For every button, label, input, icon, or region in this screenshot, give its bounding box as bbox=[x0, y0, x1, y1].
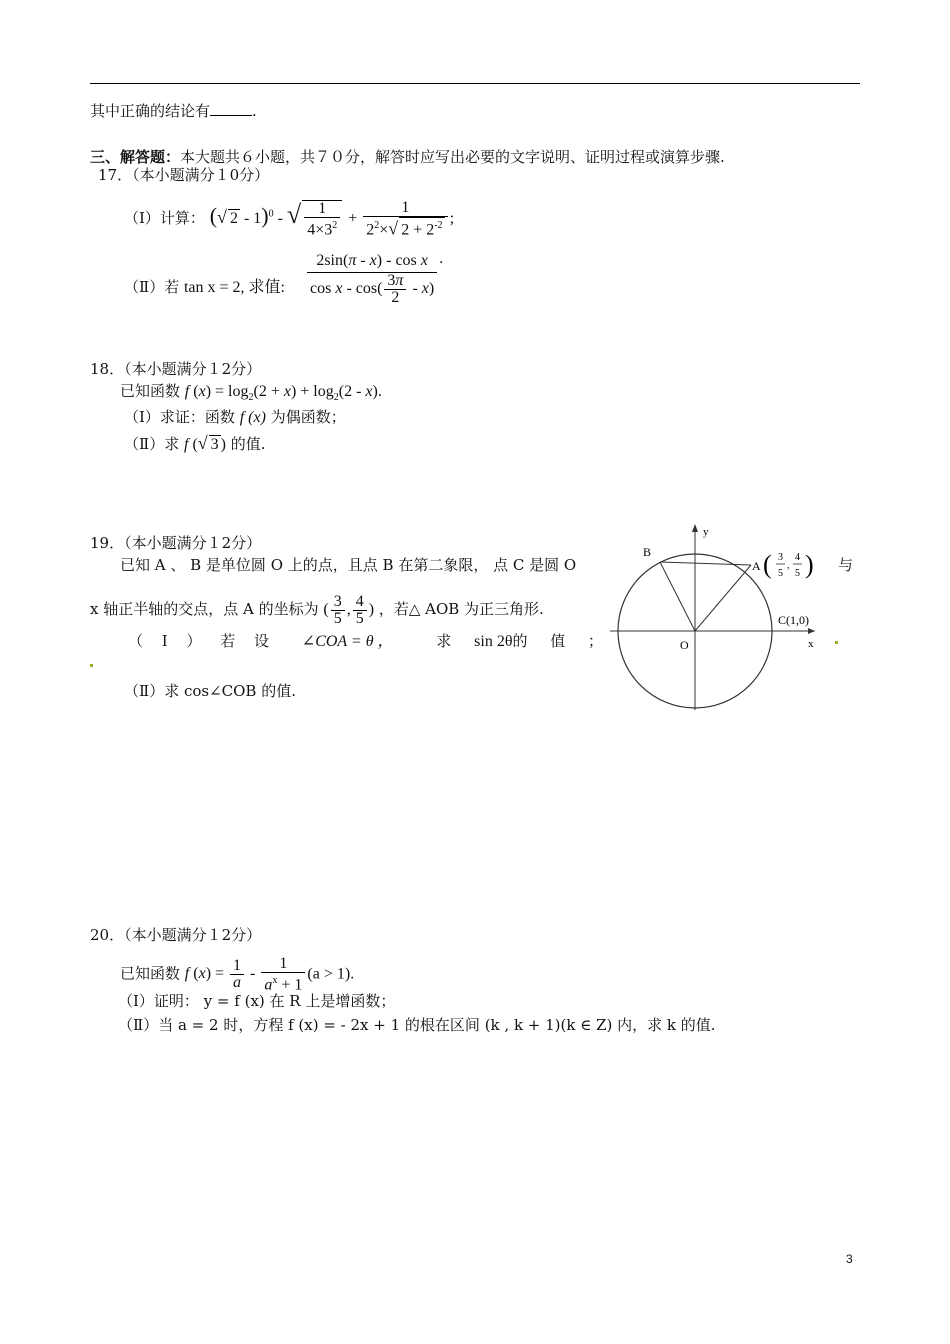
q17-part2 bbox=[124, 278, 285, 297]
a-num2: 4 bbox=[795, 552, 800, 563]
a-num1: 3 bbox=[778, 552, 783, 563]
q19-p1-a: （ Ⅰ ） 若 设 bbox=[128, 632, 269, 650]
section-3-heading bbox=[90, 148, 725, 166]
a-comma: , bbox=[787, 560, 790, 571]
a-den1: 5 bbox=[778, 568, 783, 579]
q19-p1-d: sin 2θ bbox=[474, 633, 513, 650]
label-o: O bbox=[680, 638, 689, 652]
q19-part2: （Ⅱ）求 cos∠COB 的值. bbox=[124, 682, 296, 700]
q20-line1-post: (a > 1). bbox=[307, 965, 355, 983]
q18-p2-post: 的值. bbox=[230, 435, 266, 453]
segment-ob bbox=[660, 562, 695, 631]
q20-line1 bbox=[120, 956, 354, 993]
q17-p2-condition: tan x = 2, 求值: bbox=[183, 279, 286, 296]
page-number: 3 bbox=[846, 1252, 853, 1266]
prev-answer-line bbox=[90, 102, 257, 120]
answer-blank bbox=[210, 115, 252, 116]
stray-mark bbox=[90, 664, 93, 667]
q20-line1-pre: 已知函数 bbox=[120, 964, 181, 983]
header-rule bbox=[90, 83, 860, 84]
unit-circle-figure bbox=[605, 518, 825, 710]
segment-oa bbox=[695, 565, 751, 631]
q19-p1-e: 的 值 ； bbox=[512, 632, 604, 650]
q18-part1 bbox=[124, 408, 346, 427]
q20-header: 20．（本小题满分１2分） bbox=[90, 926, 262, 944]
paren-close: ) bbox=[805, 550, 814, 579]
q19-line1-end: 与 bbox=[838, 556, 854, 574]
label-x: x bbox=[808, 638, 814, 650]
label-c: C(1,0) bbox=[778, 613, 809, 627]
stray-mark bbox=[835, 641, 838, 644]
q18-part2 bbox=[124, 434, 266, 454]
q20-part2: （Ⅱ）当 a = 2 时，方程 f (x) = - 2x + 1 的根在区间 (k , k + 1)(k ∈ Z) 内，求 k 的值. bbox=[118, 1016, 716, 1034]
q17-header: 17．（本小题满分１0分） bbox=[98, 166, 270, 184]
q18-function: f $(x) = \log_2(2 + x) + \log_2(2 - x)$. bbox=[184, 383, 382, 404]
label-y: y bbox=[703, 526, 709, 538]
section-title: 三、解答题： bbox=[90, 148, 181, 166]
label-a: A bbox=[752, 559, 761, 573]
q19-line2 bbox=[90, 594, 544, 627]
prev-end: . bbox=[252, 102, 257, 120]
q17-fraction: 2sin(π - x) - cos x cos x - cos( $\frac{3\pi}{2}$ - x) . bbox=[305, 250, 443, 306]
prev-text: 其中正确的结论有 bbox=[90, 102, 211, 120]
q19-part1 bbox=[128, 632, 603, 651]
q19-line2-post: ，若△ AOB 为正三角形. bbox=[378, 600, 544, 619]
q19-line1: 已知 A 、 B 是单位圆 O 上的点，且点 B 在第二象限， 点 C 是圆 O bbox=[120, 556, 577, 574]
q19-p1-c: 求 bbox=[436, 632, 452, 650]
q18-p1-fx: f (x) bbox=[239, 409, 266, 426]
a-den2: 5 bbox=[795, 568, 800, 579]
q17-expression: (√ 2 - 1)$^0$ - √ $\frac{1}{4\times 3^2}$ + $\frac{1}{2^2\times√ 2 + 2^{-2}}$ ; bbox=[209, 199, 455, 239]
q18-p2-expr: f (√ 3 ) bbox=[183, 433, 226, 453]
q18-p1-post: 为偶函数； bbox=[270, 408, 346, 426]
paren-open: ( bbox=[763, 550, 772, 579]
q18-line1-pre: 已知函数 bbox=[120, 382, 181, 400]
q17-part1 bbox=[124, 200, 454, 238]
y-axis-arrow bbox=[692, 524, 698, 532]
q19-point-a: ( $\frac{3}{5}$ , $\frac{4}{5}$ ) bbox=[323, 593, 375, 627]
q18-p1-pre: （Ⅰ）求证：函数 bbox=[124, 408, 235, 426]
segment-ab bbox=[660, 562, 751, 565]
q17-p2-label: （Ⅱ）若 bbox=[124, 278, 180, 296]
q20-function: f (x) = $\frac{1}{a}$ - $\frac{1}{a^x + 1}$ bbox=[185, 965, 308, 982]
q19-p1-b: ∠COA = θ ， bbox=[301, 633, 394, 650]
q17-p1-label: （Ⅰ）计算： bbox=[124, 208, 205, 227]
label-b: B bbox=[643, 545, 652, 559]
q18-p2-pre: （Ⅱ）求 bbox=[124, 435, 180, 453]
q18-header: 18．（本小题满分１2分） bbox=[90, 360, 262, 378]
q19-line2-pre: x 轴正半轴的交点，点 A 的坐标为 bbox=[90, 600, 319, 619]
x-axis-arrow bbox=[808, 628, 815, 634]
q20-part1: （Ⅰ）证明： y = f (x) 在 R 上是增函数； bbox=[118, 992, 396, 1010]
section-desc: 本大题共６小题，共７０分，解答时应写出必要的文字说明、证明过程或演算步骤. bbox=[180, 148, 725, 166]
q18-line1 bbox=[120, 382, 382, 407]
q19-header: 19．（本小题满分１2分） bbox=[90, 534, 262, 552]
